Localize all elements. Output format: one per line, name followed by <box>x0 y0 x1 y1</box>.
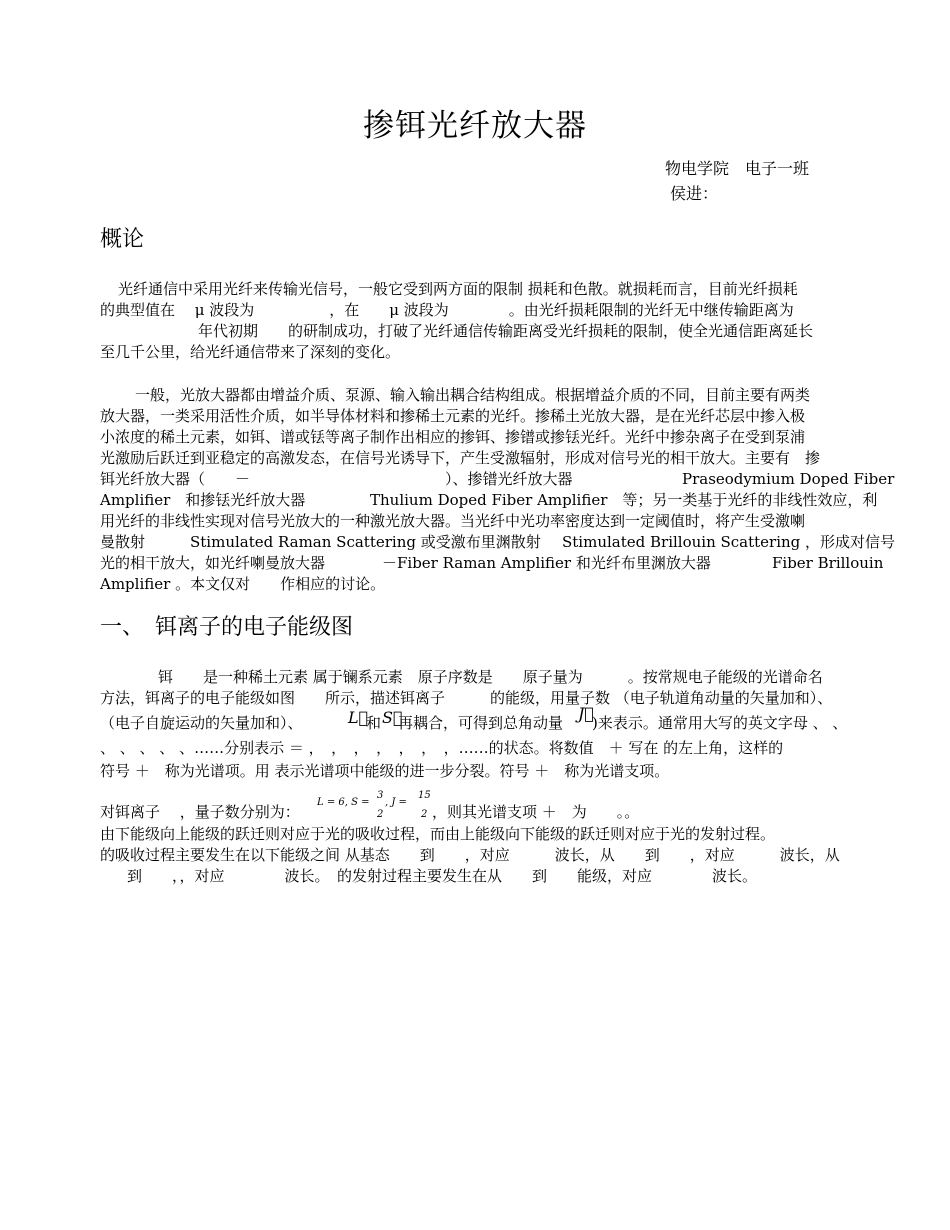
intro-p1-line: 的典型值在 μ 波段为 ，在 μ 波段为 。由光纤损耗限制的光纤无中继传输距离为 <box>100 301 794 319</box>
intro-p1-line: 光纤通信中采用光纤来传输光信号，一般它受到两方面的限制 损耗和色散。就损耗而言，目前光纤损耗 <box>118 280 798 298</box>
intro-p2-line: 放大器，一类采用活性介质，如半导体材料和掺稀土元素的光纤。掺稀土光放大器，是在光纤芯层中掺入极 <box>100 407 806 425</box>
erbium-quantum-prefix: 对铒离子 ，量子数分别为： <box>100 803 300 821</box>
intro-p2-line: Fiber Brillouin <box>772 554 884 572</box>
author-name: 侯进： <box>670 184 719 203</box>
sec1-line: 、 、 、 、 、……分别表示 ＝ ， ， ， ， ， ， ，……的状态。将数值 ＋ 写在 的左上角，这样的 <box>100 739 784 757</box>
equation-l-s: L = 6, S = <box>317 797 370 808</box>
intro-p2-line: Praseodymium Doped Fiber <box>682 470 895 488</box>
intro-p1-line: 至几千公里，给光纤通信带来了深刻的变化。 <box>100 343 401 361</box>
sec1-line: 方法，铒离子的电子能级如图 所示，描述铒离子 的能级，用量子数 （电子轨道角动量的矢量加和）、 <box>100 689 833 707</box>
fraction-j-numerator: 15 <box>418 790 431 801</box>
intro-p2-line: －Fiber Raman Amplifier 和光纤布里渊放大器 <box>382 554 711 572</box>
intro-p2-line: Amplifier 和掺铥光纤放大器 <box>100 491 306 509</box>
section-heading-1: 一、 铒离子的电子能级图 <box>100 615 354 640</box>
intro-p2-line: Stimulated Raman Scattering 或受激布里渊散射 <box>190 533 541 551</box>
section-heading-intro: 概论 <box>100 227 145 252</box>
fraction-j-denominator: 2 <box>421 809 428 820</box>
fraction-s-numerator: 3 <box>377 790 384 801</box>
page-title: 掺铒光纤放大器 <box>363 108 587 144</box>
intro-p2-line: 光激励后跃迁到亚稳定的高激发态，在信号光诱导下，产生受激辐射，形成对信号光的相干放大。主要有 掺 <box>100 449 821 467</box>
intro-p2-line: 曼散射 <box>100 533 146 551</box>
sec1-line: （电子自旋运动的矢量加和）、 <box>100 714 303 732</box>
sec1-line: 铒 是一种稀土元素 属于镧系元素 原子序数是 原子量为 。按常规电子能级的光谱命名 <box>158 668 823 686</box>
author-affiliation: 物电学院 电子一班 <box>665 159 810 178</box>
fraction-s-denominator: 2 <box>377 809 384 820</box>
intro-p2-line: Amplifier 。本文仅对 作相应的讨论。 <box>100 575 386 593</box>
emission-line: 到 ，，对应 波长。 的发射过程主要发生在从 到 能级，对应 波长。 <box>127 867 758 885</box>
sec1-line: 符号 ＋ 称为光谱项。用 表示光谱项中能级的进一步分裂。符号 ＋ 称为光谱支项。 <box>100 762 670 780</box>
absorption-line: 的吸收过程主要发生在以下能级之间 从基态 到 ，对应 波长，从 到 ，对应 波长，从 <box>100 846 840 864</box>
sec1-line: )来表示。通常用大写的英文字母 、 、 <box>592 714 848 732</box>
intro-p1-line: 年代初期 的研制成功，打破了光纤通信传输距离受光纤损耗的限制，使全光通信距离延长 <box>198 322 814 340</box>
erbium-quantum-suffix: ，则其光谱支项 ＋ 为 。。 <box>432 803 640 821</box>
intro-p2-line: 用光纤的非线性实现对信号光放大的一种激光放大器。当光纤中光功率密度达到一定阈值时，将产生受激喇 <box>100 512 806 530</box>
vector-s: S⃗ <box>382 708 403 727</box>
intro-p2-line: Thulium Doped Fiber Amplifier 等；另一类基于光纤的非线性效应，利 <box>370 491 878 509</box>
intro-p2-line: Stimulated Brillouin Scattering ，形成对信号 <box>562 533 896 551</box>
equation-j: , J = <box>385 797 407 808</box>
vector-l: L⃗ <box>348 708 369 727</box>
intro-p2-line: 一般，光放大器都由增益介质、泵源、输入输出耦合结构组成。根据增益介质的不同，目前主要有两类 <box>135 386 811 404</box>
transition-line: 由下能级向上能级的跃迁则对应于光的吸收过程，而由上能级向下能级的跃迁则对应于光的发射过程。 <box>100 825 776 843</box>
intro-p2-line: 铒光纤放大器（ － ）、掺镨光纤放大器 <box>100 470 573 488</box>
sec1-line: 再耦合，可得到总角动量 <box>398 714 564 732</box>
sec1-line: 和 <box>366 714 382 732</box>
intro-p2-line: 小浓度的稀土元素，如铒、谱或铥等离子制作出相应的掺铒、掺镨或掺铥光纤。光纤中掺杂离子在受到泵浦 <box>100 428 806 446</box>
intro-p2-line: 光的相干放大，如光纤喇曼放大器 <box>100 554 326 572</box>
vector-j: J⃗ <box>578 704 595 723</box>
